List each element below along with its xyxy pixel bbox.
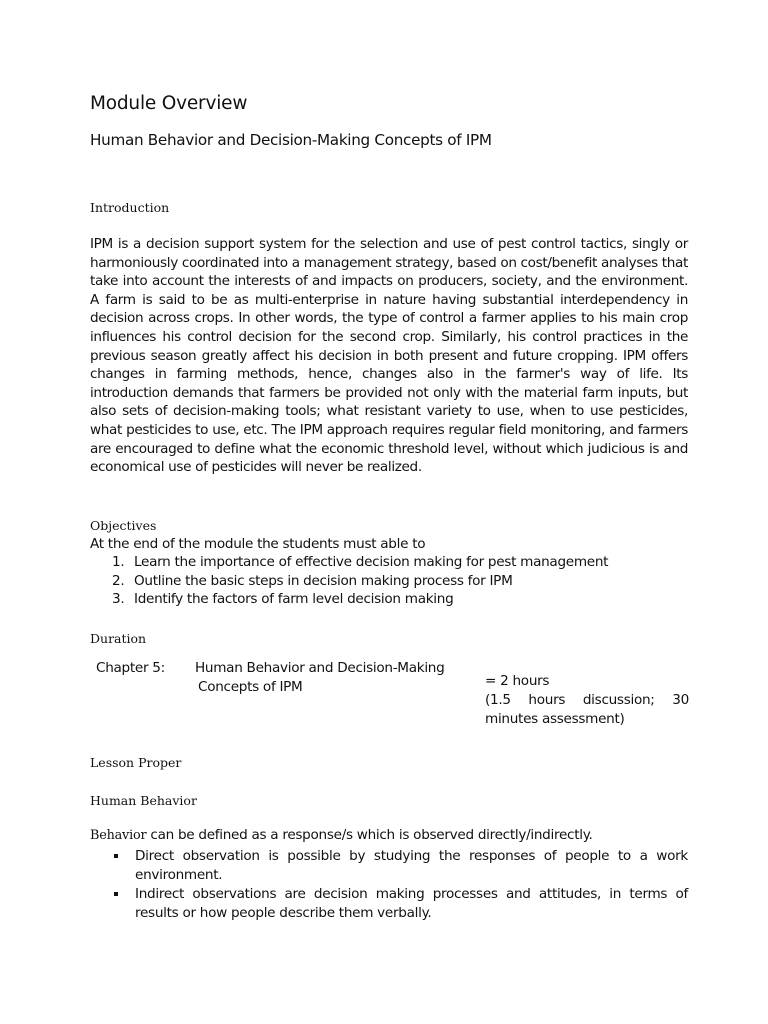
chapter-title-line2: Concepts of IPM: [198, 678, 303, 695]
square-bullet-icon: [114, 854, 118, 858]
lesson-proper-heading: Lesson Proper: [90, 755, 182, 770]
duration-table: [96, 659, 690, 735]
chapter-label: Chapter 5:: [96, 660, 165, 676]
chapter-title: [195, 659, 465, 696]
objectives-lead: At the end of the module the students must able to: [90, 536, 426, 552]
list-item: [90, 572, 608, 591]
behavior-definition-text: can be defined as a response/s which is observed directly/indirectly.: [146, 827, 593, 843]
list-item: [90, 553, 608, 572]
square-bullet-icon: [114, 892, 118, 896]
list-item: [90, 885, 688, 922]
list-number: 3.: [112, 591, 125, 608]
list-item-text: Outline the basic steps in decision making process for IPM: [134, 572, 513, 589]
list-item-text: Direct observation is possible by studying the responses of people to a work environment.: [135, 848, 688, 883]
list-item-text: Learn the importance of effective decision making for pest management: [134, 554, 609, 570]
duration-hours: = 2 hours: [485, 673, 550, 689]
behavior-definition: [90, 826, 593, 846]
duration-breakdown: (1.5 hours discussion; 30 minutes assessment): [485, 692, 689, 727]
objectives-list: [90, 553, 608, 609]
list-item: [90, 590, 608, 609]
list-number: 1.: [112, 554, 125, 570]
behavior-bullet-list: [90, 847, 688, 923]
duration-heading: Duration: [90, 631, 147, 646]
list-item: [90, 847, 688, 884]
introduction-heading: Introduction: [90, 200, 170, 215]
human-behavior-heading: Human Behavior: [90, 793, 197, 808]
list-item-text: Identify the factors of farm level decision making: [134, 591, 454, 608]
module-title: Module Overview: [90, 93, 248, 114]
list-item-text: Indirect observations are decision making processes and attitudes, in terms of results or how people describe them verbally.: [135, 886, 688, 921]
list-number: 2.: [112, 572, 125, 589]
behavior-term: Behavior: [90, 828, 147, 843]
chapter-title-line1: Human Behavior and Decision-Making: [195, 660, 445, 676]
introduction-paragraph: IPM is a decision support system for the selection and use of pest control tactics, singly or harmoniously coordinated into a management strategy, based on cost/benefit analyses that take into account the interests of and impacts on producers, society, and the environment. A farm is said to be as multi-enterprise in nature having substantial interdependency in decision across crops. In other words, the type of control a farmer applies to his main crop influences his control decision for the second crop. Similarly, his control practices in the previous season greatly affect his decision in both present and future cropping. IPM offers changes in farming methods, hence, changes also in the farmer's way of life. Its introduction demands that farmers be provided not only with the material farm inputs, but also sets of decision-making tools; what resistant variety to use, when to use pesticides, what pesticides to use, etc. The IPM approach requires regular field monitoring, and farmers are encouraged to define what the economic threshold level, without which judicious is and economical use of pesticides will never be realized.: [90, 236, 688, 476]
module-subtitle: Human Behavior and Decision-Making Concepts of IPM: [90, 131, 492, 149]
objectives-heading: Objectives: [90, 518, 157, 533]
